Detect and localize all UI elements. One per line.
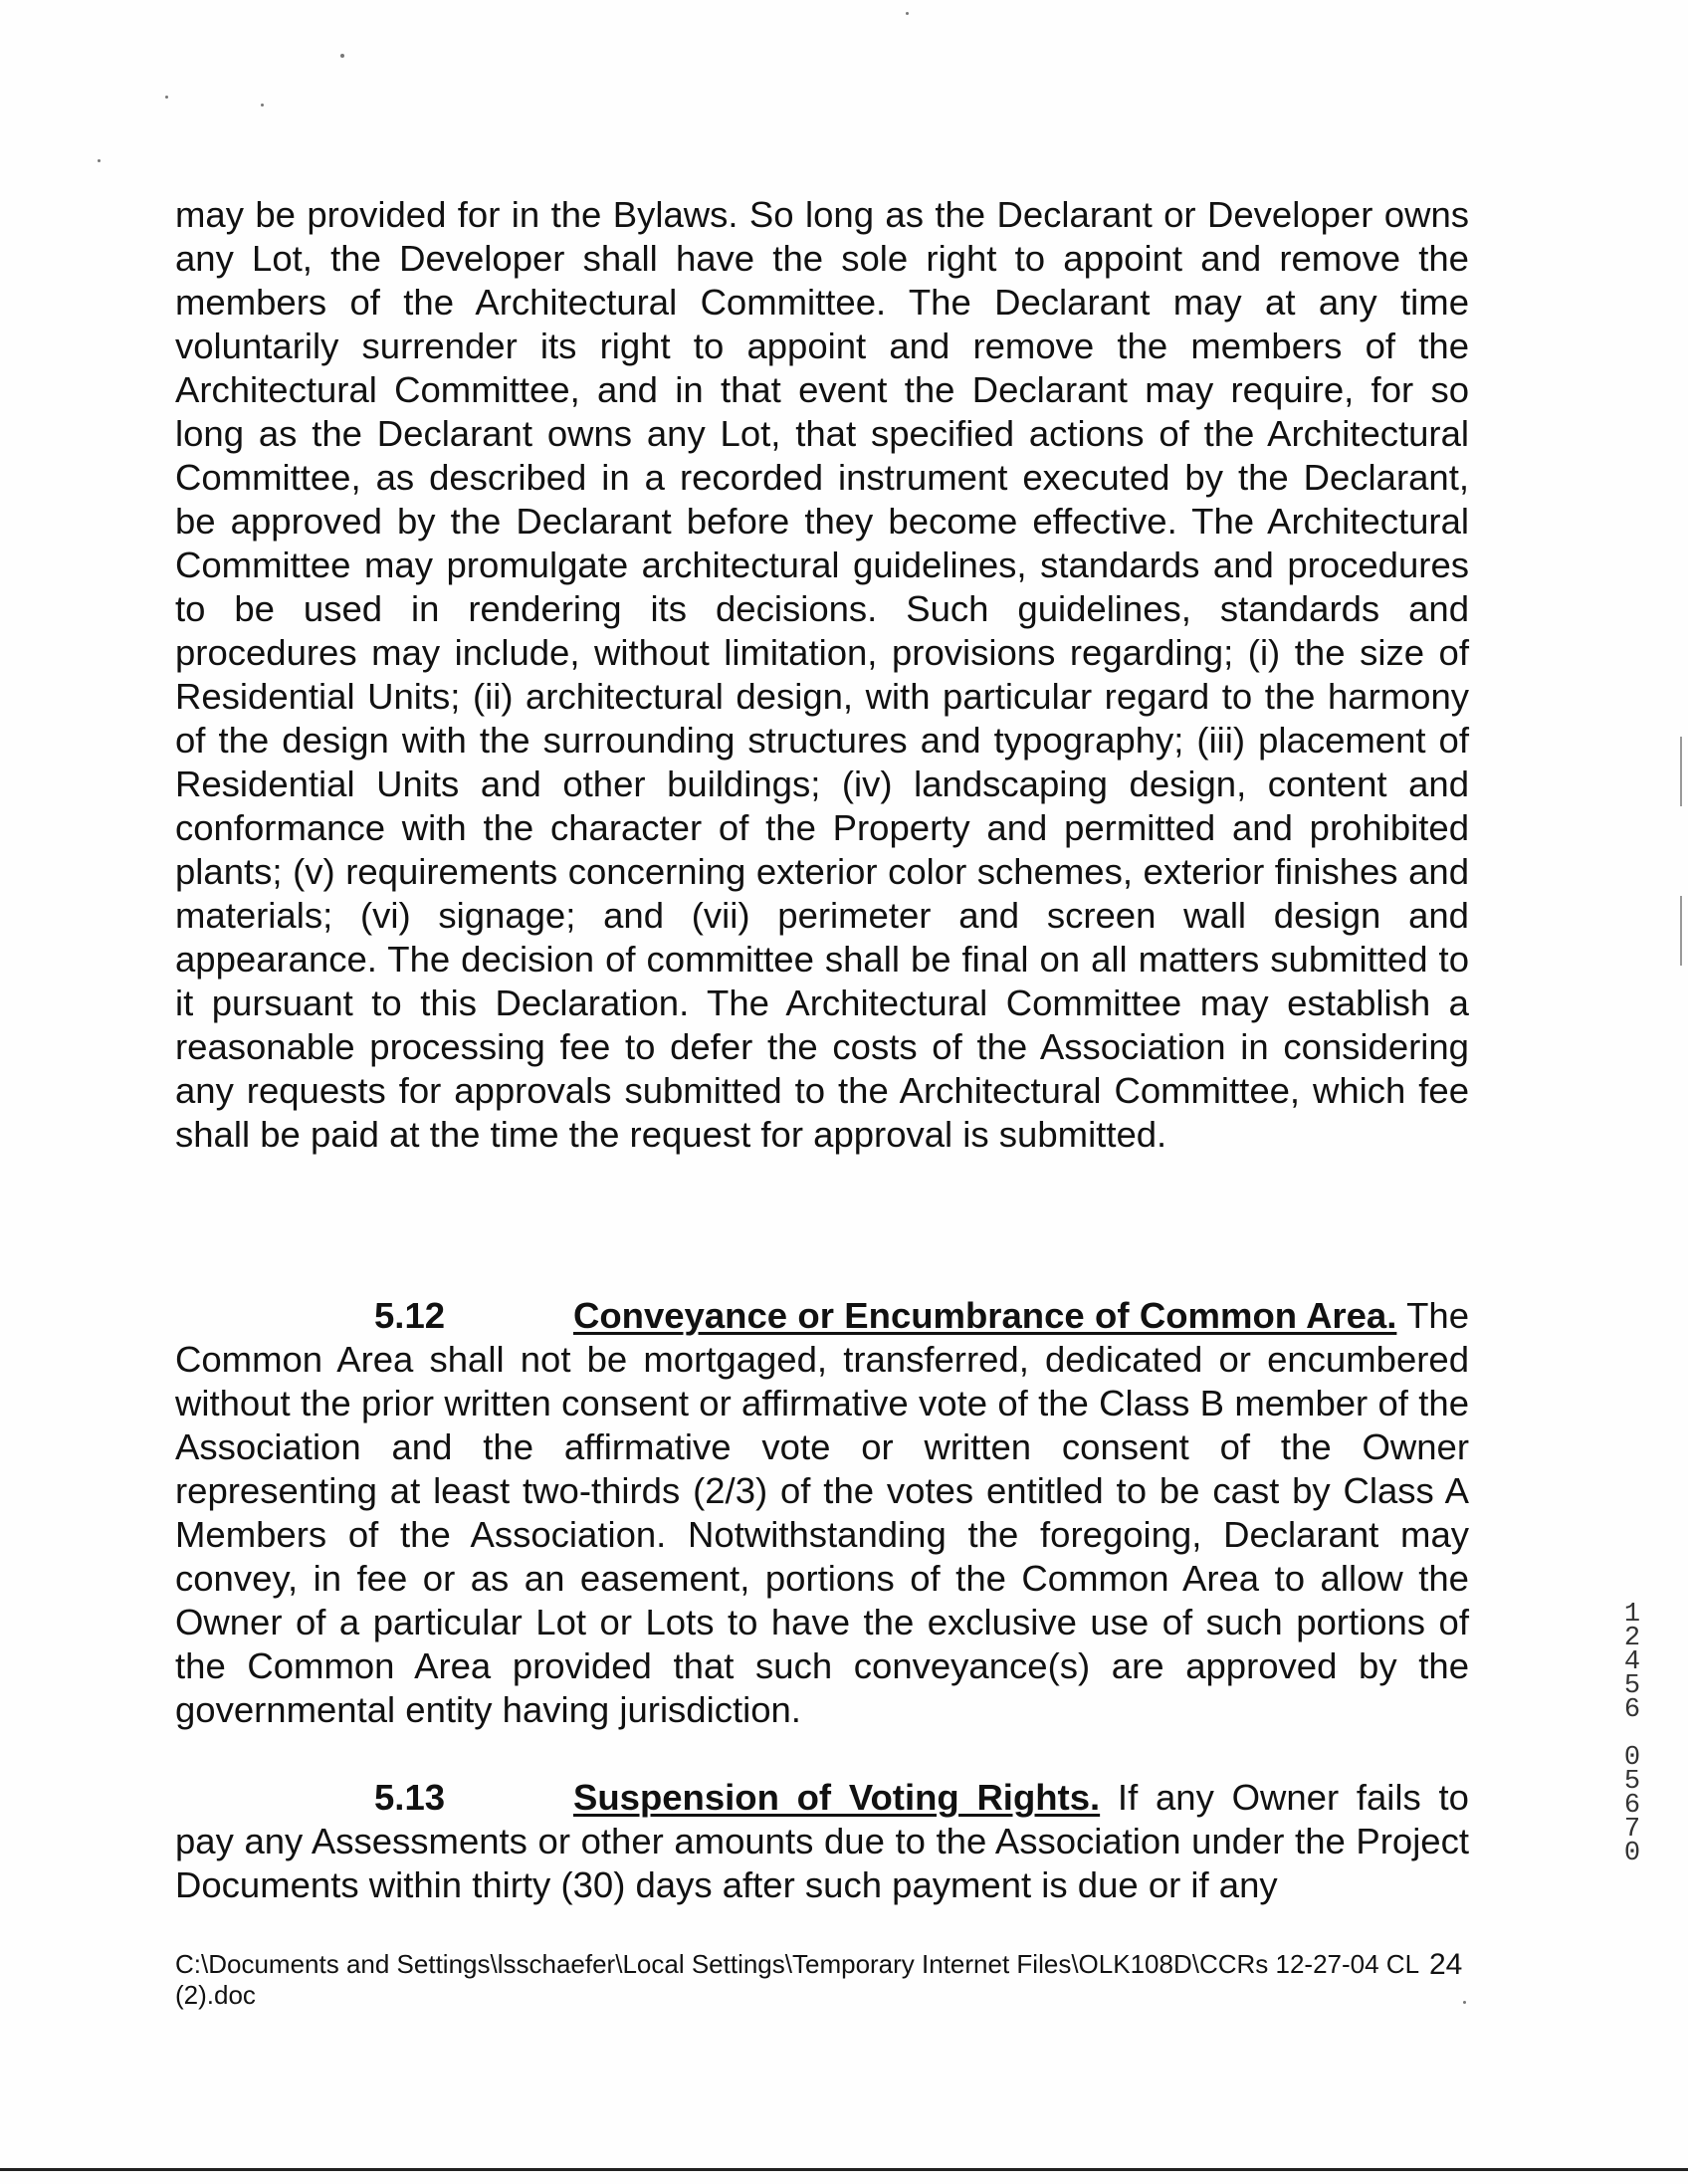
scan-speck [98,159,101,162]
scan-speck [906,12,909,15]
section-heading: Conveyance or Encumbrance of Common Area. [573,1295,1397,1336]
page-bottom-edge [0,2168,1688,2171]
scan-speck [165,96,168,99]
section-5-13 [175,1776,1469,1907]
stamp-digit: 1 [1623,1600,1641,1630]
stamp-digit: 0 [1623,1839,1641,1868]
stamp-digit: 2 [1623,1624,1641,1653]
scan-edge-mark [1680,737,1682,806]
stamp-digit: 4 [1623,1647,1641,1677]
stamp-digit: 6 [1623,1695,1641,1725]
section-heading: Suspension of Voting Rights. [573,1777,1101,1818]
stamp-digit: 6 [1623,1791,1641,1821]
intro-paragraph: may be provided for in the Bylaws. So long as the Declarant or Developer owns any Lot, the Developer shall have the sole right to appoint and remove the members of the Architectural Committee. The Declarant may at any time voluntarily surrender its right to appoint and remove the members of the Architectural Committee, and in that event the Declarant may require, for so long as the Declarant owns any Lot, that specified actions of the Architectural Committee, as described in a recorded instrument executed by the Declarant, be approved by the Declarant before they become effective. The Architectural Committee may promulgate architectural guidelines, standards and procedures to be used in rendering its decisions. Such guidelines, standards and procedures may include, without limitation, provisions regarding; (i) the size of Residential Units; (ii) architectural design, with particular regard to the harmony of the design with the surrounding structures and typography; (iii) placement of Residential Units and other buildings; (iv) landscaping design, content and conformance with the character of the Property and permitted and prohibited plants; (v) requirements concerning exterior color schemes, exterior finishes and materials; (vi) signage; and (vii) perimeter and screen wall design and appearance. The decision of committee shall be final on all matters submitted to it pursuant to this Declaration. The Architectural Committee may establish a reasonable processing fee to defer the costs of the Association in considering any requests for approvals submitted to the Architectural Committee, which fee shall be paid at the time the request for approval is submitted. [175,194,1469,1155]
stamp-digit: 0 [1623,1743,1641,1773]
scan-speck [1463,2001,1466,2004]
margin-stamp [1612,1600,1652,1868]
section-body: If any Owner fails to pay any Assessments or other amounts due to the Association under the Project Documents within thirty (30) days after such payment is due or if any [175,1777,1469,1905]
section-number: 5.13 [374,1777,446,1818]
section-number: 5.12 [374,1295,446,1336]
scan-speck [261,104,264,107]
footer-file-path: C:\Documents and Settings\lsschaefer\Local Settings\Temporary Internet Files\OLK108D\CCRs 12-27-04 CL (2).doc [175,1949,1419,2010]
stamp-digit: 5 [1623,1767,1641,1797]
stamp-digit: 7 [1623,1815,1641,1845]
section-5-12 [175,1294,1469,1732]
page-number: 24 [1429,1948,1463,1981]
scan-speck [340,54,344,58]
section-body: The Common Area shall not be mortgaged, transferred, dedicated or encumbered without the prior written consent or affirmative vote of the Class B member of the Association and the affirmative vote or written consent of the Owner representing at least two-thirds (2/3) of the votes entitled to be cast by Class A Members of the Association. Notwithstanding the foregoing, Declarant may convey, in fee or as an easement, portions of the Common Area to allow the Owner of a particular Lot or Lots to have the exclusive use of such portions of the Common Area provided that such conveyance(s) are approved by the governmental entity having jurisdiction. [175,1295,1469,1730]
scan-edge-mark [1680,896,1682,966]
stamp-digit: 5 [1623,1671,1641,1701]
